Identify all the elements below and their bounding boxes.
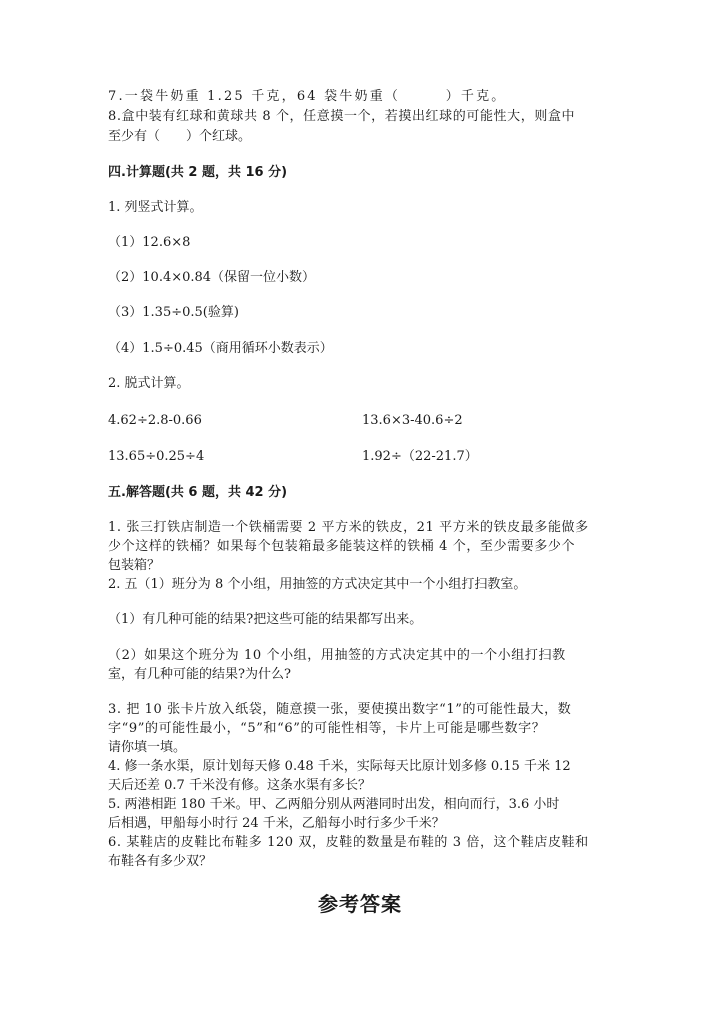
word-q3-line-2: 字“9”的可能性最小，“5”和“6”的可能性相等，卡片上可能是哪些数字？ xyxy=(108,721,546,736)
word-q3-line-1: 3. 把 10 张卡片放入纸袋，随意摸一张，要使摸出数字“1”的可能性最大，数 xyxy=(108,702,572,717)
section-4-heading: 四.计算题(共 2 题，共 16 分) xyxy=(108,165,288,180)
calc-q2-expr-1: 4.62÷2.8-0.66 xyxy=(108,413,202,428)
question-7: 7.一袋牛奶重 1.25 千克，64 袋牛奶重（ ）千克。 xyxy=(108,89,507,104)
calc-q2-expr-3: 13.65÷0.25÷4 xyxy=(108,449,205,464)
calc-q1-item-2: （2）10.4×0.84（保留一位小数） xyxy=(108,270,316,285)
word-q6-line-2: 布鞋各有多少双？ xyxy=(108,854,213,869)
question-8-line-2: 至少有（ ）个红球。 xyxy=(108,129,252,144)
word-q6-line-1: 6. 某鞋店的皮鞋比布鞋多 120 双，皮鞋的数量是布鞋的 3 倍，这个鞋店皮鞋和 xyxy=(108,835,589,850)
word-q3-line-3: 请你填一填。 xyxy=(108,740,187,755)
word-q5-line-2: 后相遇，甲船每小时行 24 千米，乙船每小时行多少千米？ xyxy=(108,816,445,831)
word-q2-sub-2-line-1: （2）如果这个班分为 10 个小组，用抽签的方式决定其中的一个小组打扫教 xyxy=(108,648,566,663)
calc-q1-item-3: （3）1.35÷0.5(验算) xyxy=(108,305,239,320)
calc-q2-title: 2. 脱式计算。 xyxy=(108,376,190,391)
word-q2-sub-2-line-2: 室，有几种可能的结果?为什么? xyxy=(108,667,291,682)
word-q1-line-2: 少个这样的铁桶？如果每个包装箱最多能装这样的铁桶 4 个，至少需要多少个 xyxy=(108,539,576,554)
word-q1-line-3: 包装箱？ xyxy=(108,558,161,573)
section-5-heading: 五.解答题(共 6 题，共 42 分) xyxy=(108,485,288,500)
word-q4-line-2: 天后还差 0.7 千米没有修。这条水渠有多长？ xyxy=(108,778,371,793)
word-q2-line-1: 2. 五（1）班分为 8 个小组，用抽签的方式决定其中一个小组打扫教室。 xyxy=(108,577,527,592)
word-q1-line-1: 1. 张三打铁店制造一个铁桶需要 2 平方米的铁皮，21 平方米的铁皮最多能做多 xyxy=(108,520,589,535)
word-q4-line-1: 4. 修一条水渠，原计划每天修 0.48 千米，实际每天比原计划多修 0.15 千米 12 xyxy=(108,759,571,774)
calc-q1-item-1: （1）12.6×8 xyxy=(108,235,191,250)
calc-q2-expr-2: 13.6×3-40.6÷2 xyxy=(362,413,463,428)
question-8-line-1: 8.盒中装有红球和黄球共 8 个，任意摸一个，若摸出红球的可能性大，则盒中 xyxy=(108,109,576,124)
calc-q2-expr-4: 1.92÷（22-21.7） xyxy=(362,449,478,464)
answer-key-title: 参考答案 xyxy=(318,892,402,916)
word-q2-sub-1: （1）有几种可能的结果?把这些可能的结果都写出来。 xyxy=(108,612,423,627)
word-q5-line-1: 5. 两港相距 180 千米。甲、乙两船分别从两港同时出发，相向而行，3.6 小时 xyxy=(108,797,560,812)
calc-q1-item-4: （4）1.5÷0.45（商用循环小数表示） xyxy=(108,341,333,356)
calc-q1-title: 1. 列竖式计算。 xyxy=(108,200,203,215)
